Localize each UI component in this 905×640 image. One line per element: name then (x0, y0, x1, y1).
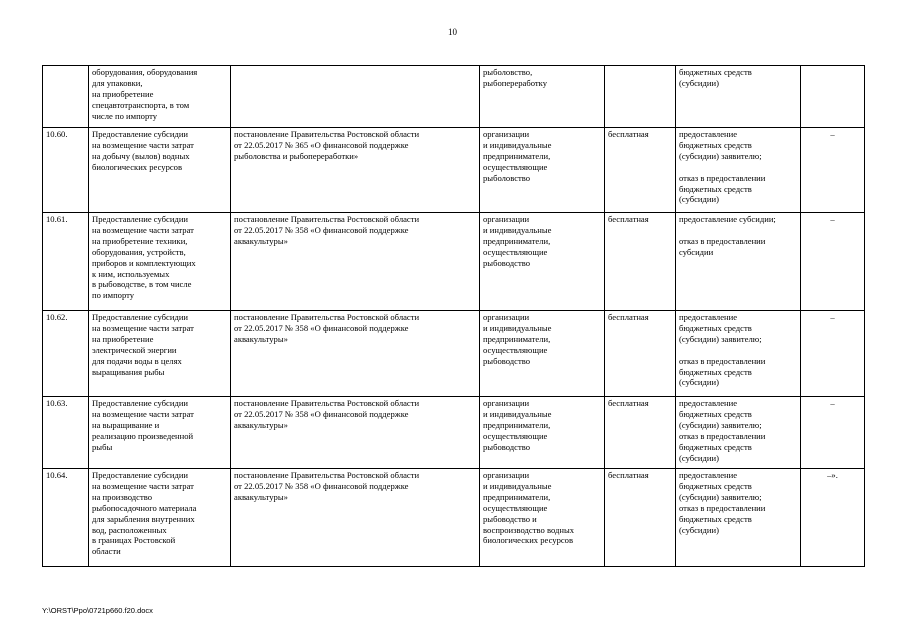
legal-basis: постановление Правительства Ростовской области от 22.05.2017 № 358 «О финансовой поддержке аквакультуры» (231, 469, 480, 567)
footer-file-path: Y:\ORST\Ppo\0721p660.f20.docx (42, 606, 153, 615)
note: – (801, 397, 865, 469)
legal-basis: постановление Правительства Ростовской области от 22.05.2017 № 365 «О финансовой поддержке рыболовства и рыбопереработки» (231, 128, 480, 213)
recipients: организации и индивидуальные предприниматели, осуществляющие рыбоводство и воспроизводство водных биологических ресурсов (480, 469, 605, 567)
result: предоставление бюджетных средств (субсидии) заявителю; отказ в предоставлении бюджетных средств (субсидии) (676, 469, 801, 567)
table-row (43, 128, 865, 213)
page-number: 10 (448, 27, 457, 37)
result: бюджетных средств (субсидии) (676, 66, 801, 128)
service-name: Предоставление субсидии на возмещение части затрат на приобретение электрической энергии для подачи воды в целях выращивания рыбы (89, 311, 231, 397)
recipients: организации и индивидуальные предприниматели, осуществляющие рыбоводство (480, 311, 605, 397)
service-name: Предоставление субсидии на возмещение части затрат на приобретение техники, оборудования, устройств, приборов и комплектующих к ним, используемых в рыбоводстве, в том числе по импорту (89, 213, 231, 311)
cost (605, 66, 676, 128)
note (801, 66, 865, 128)
cost: бесплатная (605, 397, 676, 469)
result: предоставление бюджетных средств (субсидии) заявителю; отказ в предоставлении бюджетных средств (субсидии) (676, 311, 801, 397)
table-row (43, 397, 865, 469)
result: предоставление субсидии; отказ в предоставлении субсидии (676, 213, 801, 311)
row-number: 10.62. (43, 311, 89, 397)
table-row (43, 213, 865, 311)
recipients: организации и индивидуальные предприниматели, осуществляющие рыбоводство (480, 213, 605, 311)
legal-basis: постановление Правительства Ростовской области от 22.05.2017 № 358 «О финансовой поддержке аквакультуры» (231, 397, 480, 469)
recipients: организации и индивидуальные предприниматели, осуществляющие рыбоводство (480, 397, 605, 469)
services-table (42, 65, 865, 567)
legal-basis: постановление Правительства Ростовской области от 22.05.2017 № 358 «О финансовой поддержке аквакультуры» (231, 213, 480, 311)
service-name: Предоставление субсидии на возмещение части затрат на выращивание и реализацию произведенной рыбы (89, 397, 231, 469)
row-number: 10.60. (43, 128, 89, 213)
row-number: 10.63. (43, 397, 89, 469)
cost: бесплатная (605, 213, 676, 311)
note: – (801, 213, 865, 311)
result: предоставление бюджетных средств (субсидии) заявителю; отказ в предоставлении бюджетных средств (субсидии) (676, 128, 801, 213)
service-name: Предоставление субсидии на возмещение части затрат на производство рыбопосадочного материала для зарыбления внутренних вод, расположенных в границах Ростовской области (89, 469, 231, 567)
result: предоставление бюджетных средств (субсидии) заявителю; отказ в предоставлении бюджетных средств (субсидии) (676, 397, 801, 469)
note: – (801, 311, 865, 397)
legal-basis (231, 66, 480, 128)
row-number (43, 66, 89, 128)
recipients: рыболовство, рыбопереработку (480, 66, 605, 128)
table-row (43, 66, 865, 128)
recipients: организации и индивидуальные предприниматели, осуществляющие рыболовство (480, 128, 605, 213)
row-number: 10.61. (43, 213, 89, 311)
legal-basis: постановление Правительства Ростовской области от 22.05.2017 № 358 «О финансовой поддержке аквакультуры» (231, 311, 480, 397)
cost: бесплатная (605, 311, 676, 397)
table-row (43, 469, 865, 567)
note: –». (801, 469, 865, 567)
table-row (43, 311, 865, 397)
cost: бесплатная (605, 128, 676, 213)
cost: бесплатная (605, 469, 676, 567)
service-name: Предоставление субсидии на возмещение части затрат на добычу (вылов) водных биологических ресурсов (89, 128, 231, 213)
row-number: 10.64. (43, 469, 89, 567)
note: – (801, 128, 865, 213)
service-name: оборудования, оборудования для упаковки, на приобретение спецавтотранспорта, в том числе по импорту (89, 66, 231, 128)
